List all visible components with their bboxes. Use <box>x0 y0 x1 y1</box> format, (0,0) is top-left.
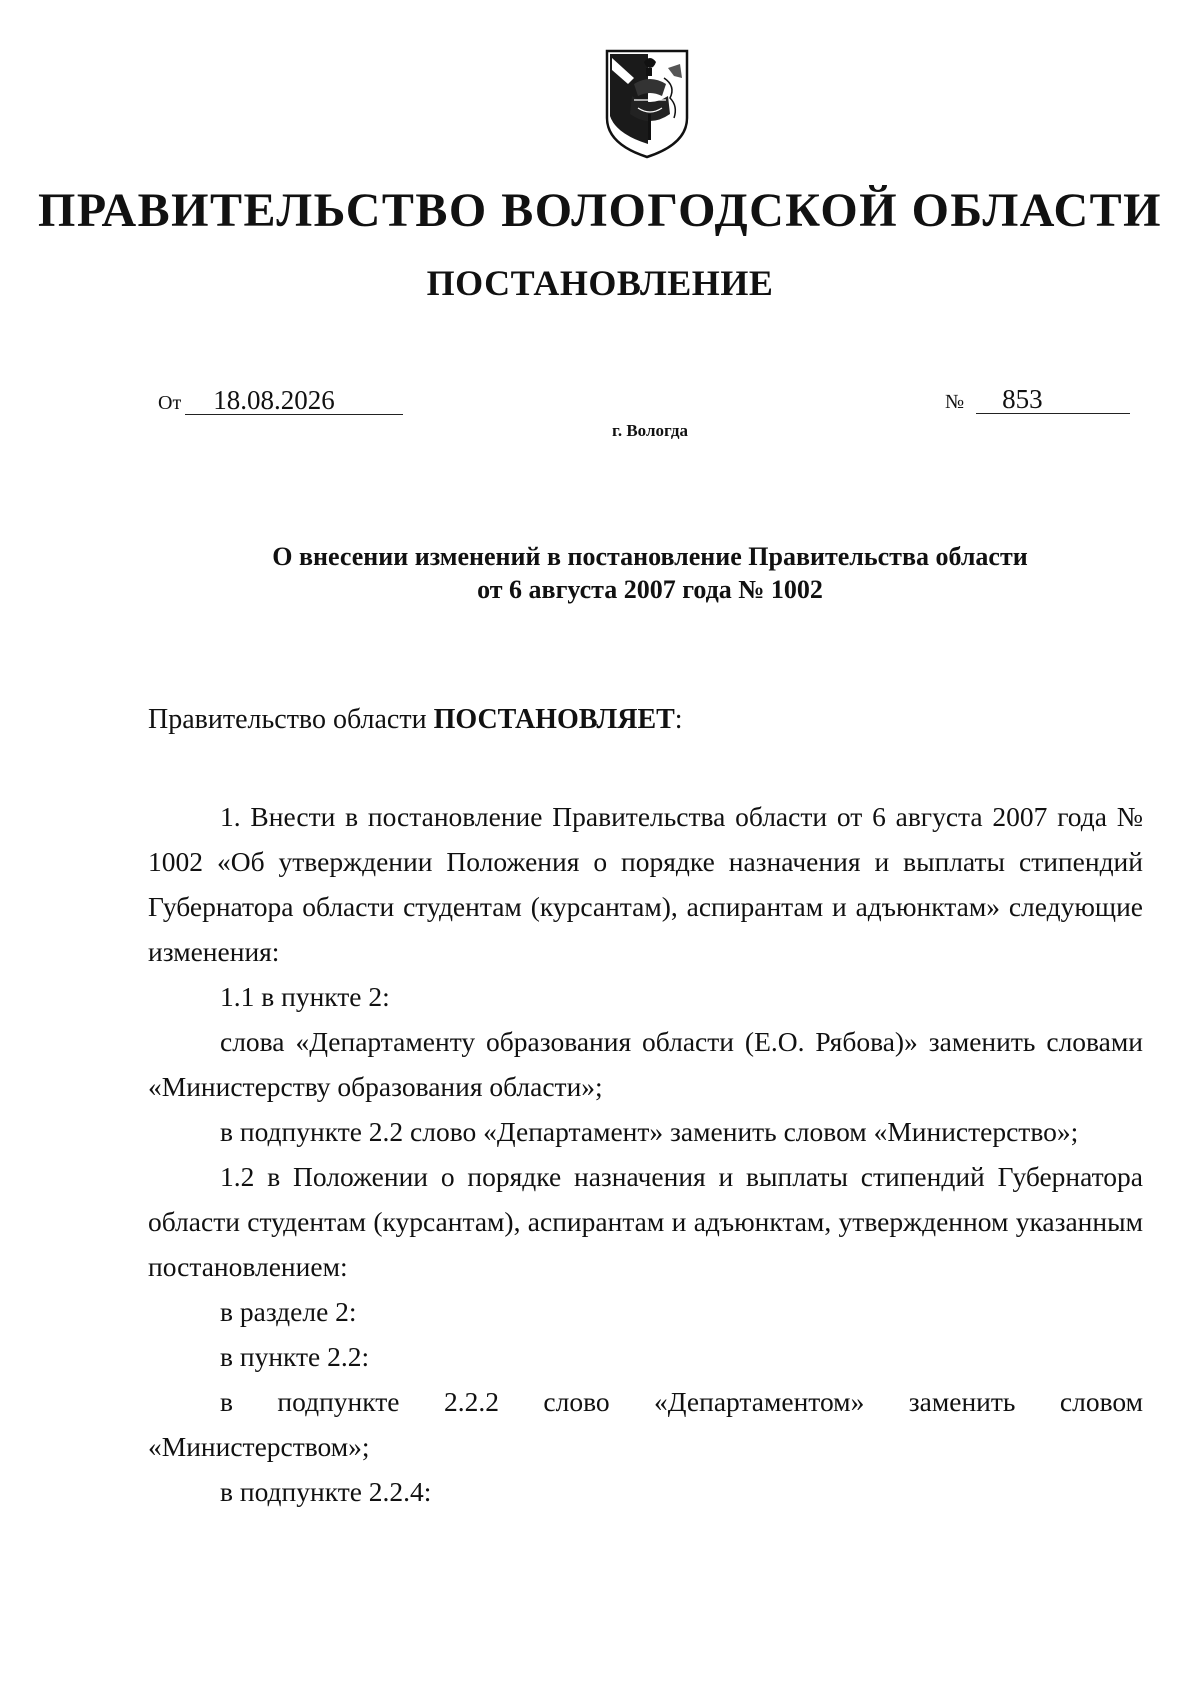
vologda-coat-of-arms-icon <box>604 48 690 160</box>
government-title: ПРАВИТЕЛЬСТВО ВОЛОГОДСКОЙ ОБЛАСТИ <box>37 184 1162 237</box>
paragraph-section-2: в разделе 2: <box>220 1296 357 1327</box>
paragraph-words-replace: слова «Департаменту образования области (Е.О. Рябова)» заменить словами «Министерству образования области»; <box>148 1026 1143 1102</box>
date-prefix: От <box>158 392 182 414</box>
paragraph-subpoint-2-2-4: в подпункте 2.2.4: <box>220 1476 432 1507</box>
paragraph-1-1: 1.1 в пункте 2: <box>220 981 390 1012</box>
document-subject <box>0 540 1200 606</box>
document-type: ПОСТАНОВЛЕНИЕ <box>426 263 774 303</box>
paragraph-1: 1. Внести в постановление Правительства области от 6 августа 2007 года № 1002 «Об утверждении Положения о порядке назначения и выплаты стипендий Губернатора области студентам (курсантам), аспирантам и адъюнктам» следующие изменения: <box>148 801 1143 967</box>
document-number-field <box>945 385 1130 414</box>
document-date-field <box>158 386 403 415</box>
paragraph-point-2-2: в пункте 2.2: <box>220 1341 370 1372</box>
decree-word: ПОСТАНОВЛЯЕТ <box>433 704 675 735</box>
paragraph-1-2: 1.2 в Положении о порядке назначения и выплаты стипендий Губернатора области студентам (курсантам), аспирантам и адъюнктам, утвержденном указанным постановлением: <box>148 1161 1143 1282</box>
paragraph-subpoint-2-2: в подпункте 2.2 слово «Департамент» заменить словом «Министерство»; <box>220 1116 1079 1147</box>
preamble-colon: : <box>674 704 683 735</box>
document-number: 853 <box>976 385 1130 414</box>
preamble <box>148 704 683 736</box>
document-body <box>148 794 1143 1514</box>
document-date: 18.08.2026 <box>185 386 403 415</box>
number-prefix: № <box>945 391 965 413</box>
subject-line-2: от 6 августа 2007 года № 1002 <box>477 575 823 604</box>
subject-line-1: О внесении изменений в постановление Правительства области <box>272 542 1028 571</box>
preamble-text: Правительство области <box>148 704 434 735</box>
paragraph-subpoint-2-2-2: в подпункте 2.2.2 слово «Департаментом» заменить словом «Министерством»; <box>148 1386 1143 1462</box>
city-label: г. Вологда <box>612 421 688 440</box>
